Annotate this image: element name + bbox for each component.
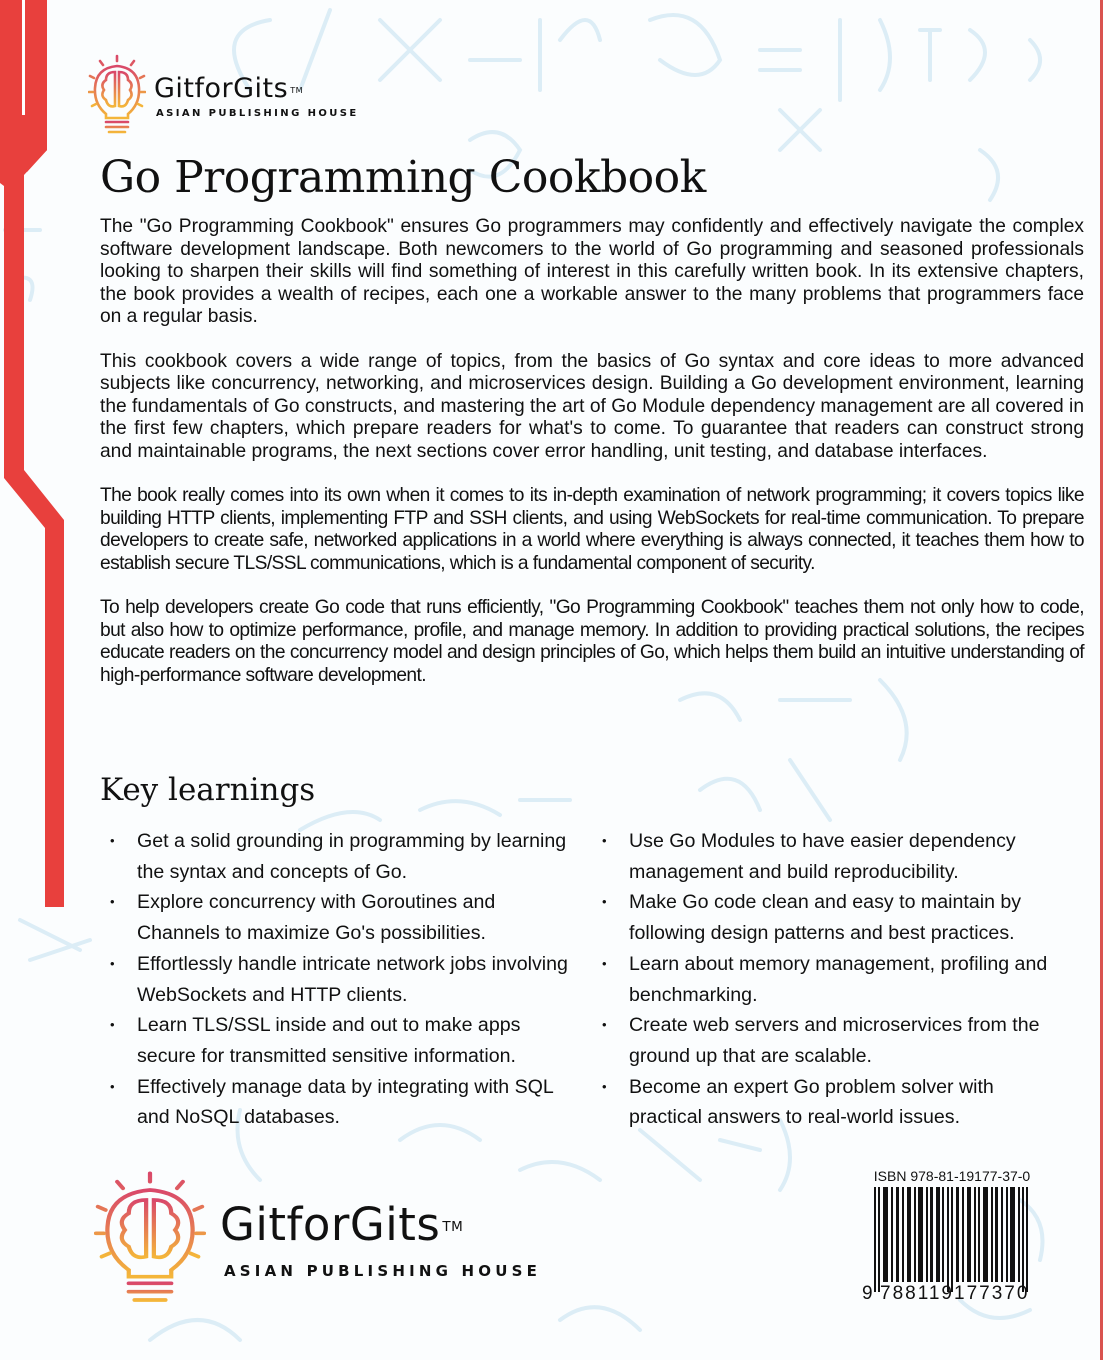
isbn-barcode-block	[862, 1168, 1042, 1304]
key-learnings-list-right	[602, 826, 1062, 1133]
red-accent-bar	[0, 0, 70, 910]
learning-item: • Create web servers and microservices from the ground up that are scalable.	[602, 1010, 1062, 1071]
publisher-tagline: ASIAN PUBLISHING HOUSE	[224, 1262, 542, 1280]
learning-item: • Explore concurrency with Goroutines and Channels to maximize Go's possibilities.	[110, 887, 570, 948]
lightbulb-brain-icon	[88, 54, 146, 138]
book-description	[100, 216, 1084, 709]
book-title: Go Programming Cookbook	[100, 152, 706, 203]
barcode-icon	[862, 1187, 1042, 1292]
learning-item: • Get a solid grounding in programming by learning the syntax and concepts of Go.	[110, 826, 570, 887]
publisher-brand-name: GitforGits ™	[220, 1198, 464, 1251]
learning-item: • Make Go code clean and easy to maintain by following design patterns and best practices.	[602, 887, 1062, 948]
learning-item: • Effortlessly handle intricate network jobs involving WebSockets and HTTP clients.	[110, 949, 570, 1010]
publisher-logo-bottom	[94, 1170, 541, 1310]
isbn-digit-lead: 9	[862, 1283, 875, 1304]
key-learnings-list-left	[110, 826, 570, 1133]
learning-item: • Learn TLS/SSL inside and out to make apps secure for transmitted sensitive information.	[110, 1010, 570, 1071]
learning-item: • Learn about memory management, profiling and benchmarking.	[602, 949, 1062, 1010]
learning-item: • Effectively manage data by integrating with SQL and NoSQL databases.	[110, 1072, 570, 1133]
description-paragraph: To help developers create Go code that runs efficiently, "Go Programming Cookbook" teaches them not only how to code, but also how to optimize performance, profile, and manage memory. In addition to providing practical solutions, the recipes educate readers on the concurrency model and design principles of Go, which helps them build an intuitive understanding of high-performance software development.	[100, 597, 1084, 686]
publisher-brand-name: GitforGits ™	[154, 72, 304, 104]
learning-item: • Use Go Modules to have easier dependency management and build reproducibility.	[602, 826, 1062, 887]
isbn-digits-left: 788119	[880, 1283, 954, 1304]
key-learnings-heading: Key learnings	[100, 772, 316, 808]
isbn-digits-right: 177370	[954, 1283, 1030, 1304]
isbn-label: ISBN 978-81-19177-37-0	[873, 1168, 1031, 1184]
learning-item: • Become an expert Go problem solver with practical answers to real-world issues.	[602, 1072, 1062, 1133]
description-paragraph: The book really comes into its own when it comes to its in-depth examination of network programming; it covers topics like building HTTP clients, implementing FTP and SSH clients, and using WebSockets for real-time communication. To prepare developers to create safe, networked applications in a world where everything is always connected, it teaches them how to establish secure TLS/SSL communications, which is a fundamental component of security.	[100, 485, 1084, 574]
publisher-tagline: ASIAN PUBLISHING HOUSE	[156, 107, 359, 119]
description-paragraph: This cookbook covers a wide range of topics, from the basics of Go syntax and core ideas to more advanced subjects like concurrency, networking, and microservices design. Building a Go development environment, learning the fundamentals of Go constructs, and mastering the art of Go Module dependency management are all covered in the first few chapters, which prepare readers for what's to come. To guarantee that readers can construct strong and maintainable programs, the next sections cover error handling, unit testing, and database interfaces.	[100, 350, 1084, 462]
publisher-logo-top	[88, 54, 359, 138]
description-paragraph: The "Go Programming Cookbook" ensures Go programmers may confidently and effectively navigate the complex software development landscape. Both newcomers to the world of Go programming and seasoned professionals looking to sharpen their skills will find something of interest in this carefully written book. In its extensive chapters, the book provides a wealth of recipes, each one a workable answer to the many problems that programmers face on a regular basis.	[100, 216, 1084, 327]
lightbulb-brain-icon	[94, 1170, 206, 1310]
